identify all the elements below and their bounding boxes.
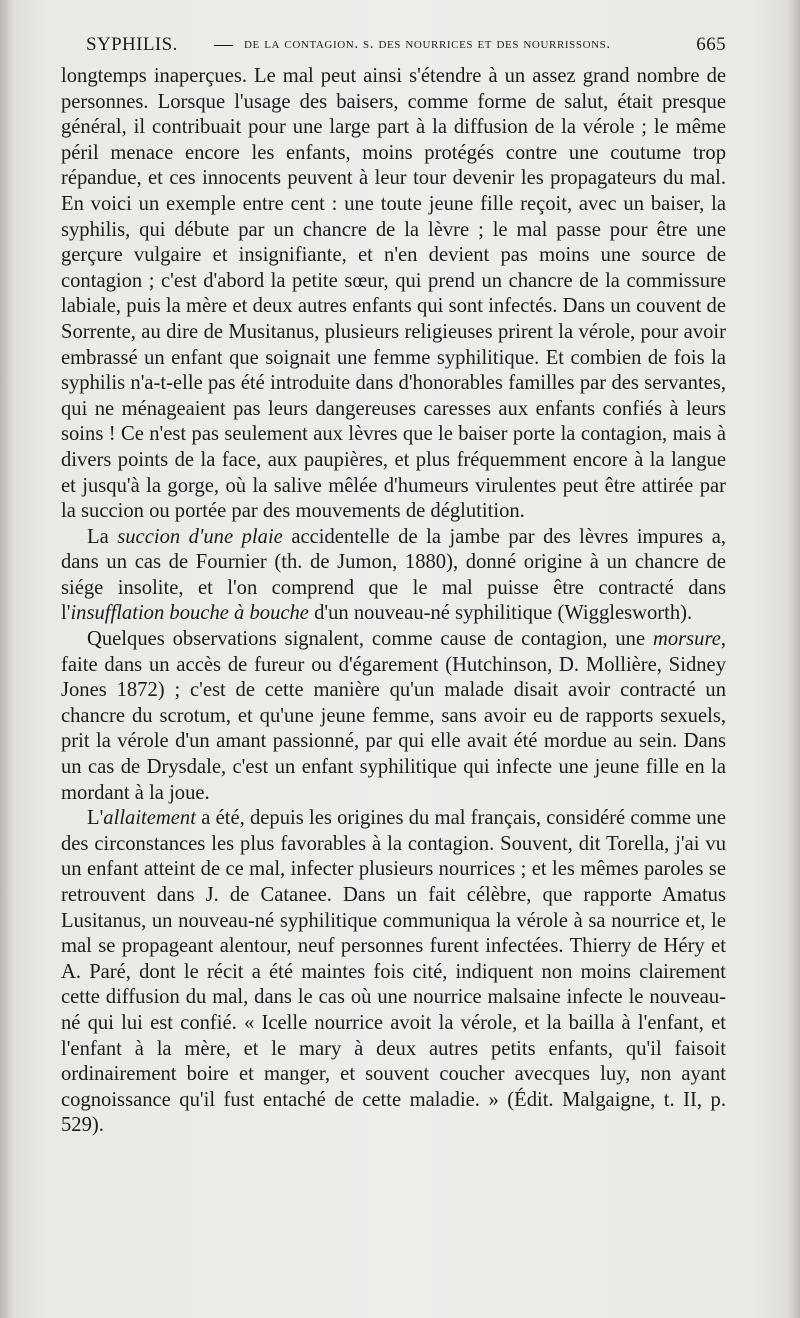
text-segment: Quelques observations signalent, comme cause de contagion, une [87,628,653,651]
italic-term: succion d'une plaie [117,525,283,548]
text-segment: d'un nouveau-né syphilitique (Wigglesworth). [308,602,693,625]
paragraph-2 [61,525,726,627]
header-separator: — [214,34,234,55]
page-number: 665 [696,34,726,55]
paragraph-3 [61,627,726,806]
paragraph-1 [61,64,726,525]
paragraph-4 [61,806,726,1139]
header-subtitle: de la contagion. s. des nourrices et des nourrissons. [244,36,611,52]
text-segment: accidentelle de la jambe par des lèvres impures a, dans un cas de Fournier (th. de Jumon, 1880), donné origine à un chancre de siége insolite, et l'on comprend que le mal puisse être contracté dans l' [61,525,726,625]
running-header [86,34,726,58]
text-segment: La [87,525,118,548]
text-segment: L' [87,807,104,830]
page-edge-shadow-right [788,0,800,1318]
text-segment: , faite dans un accès de fureur ou d'égarement (Hutchinson, D. Mollière, Sidney Jones 1872) ; c'est de cette manière qu'un malade disait avoir contracté un chancre du scrotum, et qu'une jeune femme, sans avoir eu de rapports sexuels, prit la vérole d'un amant passionné, par qui elle avait été mordue au sein. Dans un cas de Drysdale, c'est un enfant syphilitique qui infecte une jeune fille en la mordant à la joue. [61,628,726,804]
text-segment: a été, depuis les origines du mal français, considéré comme une des circonstances les plus favorables à la contagion. Souvent, dit Torella, j'ai vu un enfant atteint de ce mal, infecter plusieurs nourrices ; et les mêmes paroles se retrouvent dans J. de Catanee. Dans un fait célèbre, que rapporte Amatus Lusitanus, un nouveau-né syphilitique communiqua la vérole à sa nourrice et, le mal se propageant alentour, neuf personnes furent infectées. Thierry de Héry et A. Paré, dont le récit a été maintes fois cité, indiquent non moins clairement cette diffusion du mal, dans le cas où une nourrice malsaine infecte le nouveau-né qui lui est confié. « Icelle nourrice avoit la vérole, et la bailla à l'enfant, et l'enfant à la mère, et le mary à deux autres petits enfants, qu'il faisoit ordinairement boire et manger, et souvent coucher avecques luy, non ayant cognoissance qu'il fust entaché de cette maladie. » (Édit. Malgaigne, t. II, p. 529). [61,807,726,1137]
italic-term: insufflation bouche à bouche [70,602,309,625]
italic-term: allaitement [103,807,196,830]
text-segment: longtemps inaperçues. Le mal peut ainsi s'étendre à un assez grand nombre de personnes. Lorsque l'usage des baisers, comme forme de salut, était presque général, il contribuait pour une large part à la diffusion de la vérole ; le même péril menace encore les enfants, moins protégés contre une coutume trop répandue, et ces innocents peuvent à leur tour devenir les propagateurs du mal. En voici un exemple entre cent : une toute jeune fille reçoit, avec un baiser, la syphilis, qui débute par un chancre de la lèvre ; le mal passe pour être une gerçure vulgaire et insignifiante, et n'en devient pas moins une source de contagion ; c'est d'abord la petite sœur, qui prend un chancre de la commissure labiale, puis la mère et deux autres enfants qui sont infectés. Dans un couvent de Sorrente, au dire de Musitanus, plusieurs religieuses prirent la vérole, pour avoir embrassé un enfant que soignait une femme syphilitique. Et combien de fois la syphilis n'a-t-elle pas été introduite dans d'honorables familles par des servantes, qui ne ménageaient pas leurs dangereuses caresses aux enfants confiés à leurs soins ! Ce n'est pas seulement aux lèvres que le baiser porte la contagion, mais à divers points de la face, aux paupières, et plus fréquemment encore à la langue et jusqu'à la gorge, où la salive mêlée d'humeurs virulentes peut être attirée par la succion ou portée par des mouvements de déglutition. [61,65,726,523]
page-edge-shadow-left [0,0,14,1318]
body-text [61,64,726,1139]
header-title: SYPHILIS. [86,34,178,55]
italic-term: morsure [652,628,721,651]
